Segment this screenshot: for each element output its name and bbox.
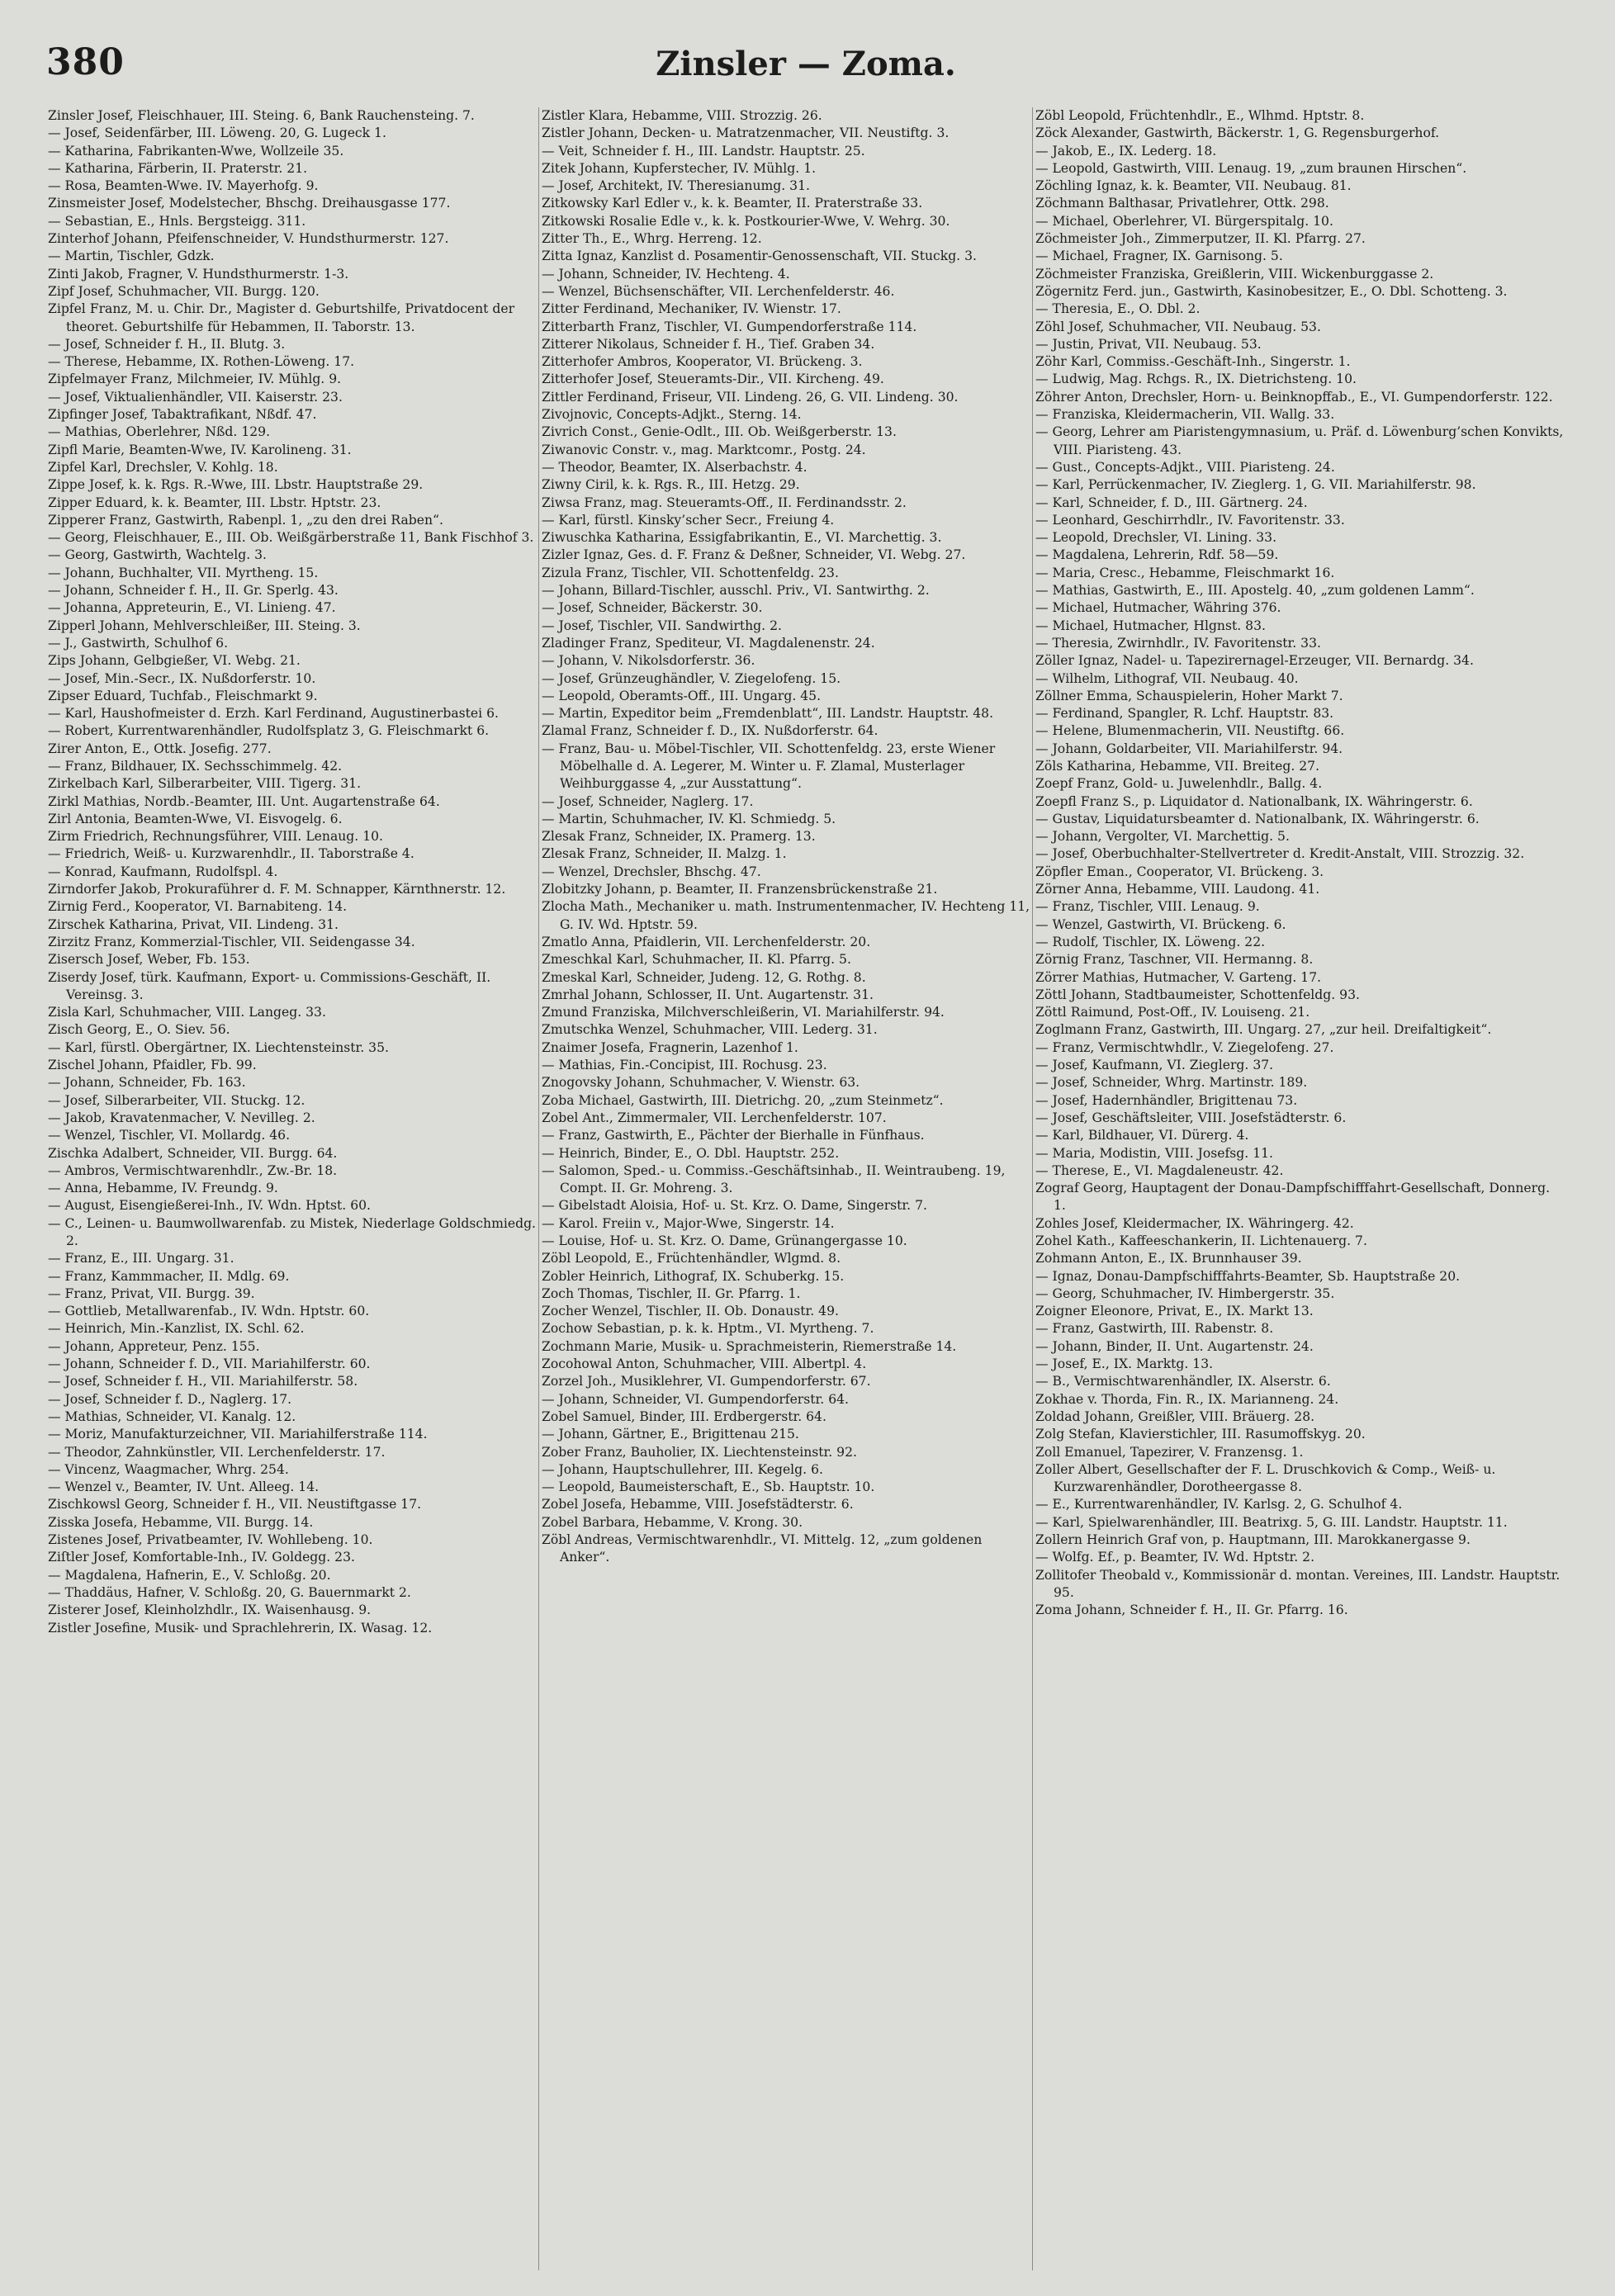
directory-entry: — Magdalena, Hafnerin, E., V. Schloßg. 20. bbox=[48, 1567, 331, 1583]
directory-entry: — Josef, Min.-Secr., IX. Nußdorferstr. 10. bbox=[48, 670, 316, 686]
directory-entry: — Theodor, Beamter, IX. Alserbachstr. 4. bbox=[542, 459, 808, 475]
directory-entry: Zitkowsky Karl Edler v., k. k. Beamter, II. Praterstraße 33. bbox=[542, 196, 923, 211]
directory-entry: — Karol. Freiin v., Major-Wwe, Singerstr. 14. bbox=[542, 1215, 835, 1231]
directory-entry: — Salomon, Sped.- u. Commiss.-Geschäftsinhab., II. Weintraubeng. 19, Compt. II. Gr. Mohreng. 3. bbox=[542, 1162, 1006, 1196]
directory-entry: — J., Gastwirth, Schulhof 6. bbox=[48, 635, 229, 651]
directory-entry: Zöchmeister Franziska, Greißlerin, VIII. Wickenburggasse 2. bbox=[1035, 266, 1434, 282]
directory-entry: Zörner Anna, Hebamme, VIII. Laudong. 41. bbox=[1035, 882, 1320, 897]
directory-entry: — Ignaz, Donau-Dampfschifffahrts-Beamter, Sb. Hauptstraße 20. bbox=[1035, 1268, 1461, 1284]
directory-entry: Zobel Barbara, Hebamme, V. Krong. 30. bbox=[542, 1514, 803, 1530]
directory-entry: — Wenzel, Büchsenschäfter, VII. Lerchenfelderstr. 46. bbox=[542, 283, 895, 299]
directory-entry: Zobler Heinrich, Lithograf, IX. Schuberkg. 15. bbox=[542, 1268, 845, 1284]
directory-entry: — Karl, fürstl. Kinsky’scher Secr., Freiung 4. bbox=[542, 512, 835, 528]
directory-entry: Zöbl Leopold, E., Früchtenhändler, Wlgmd. 8. bbox=[542, 1251, 841, 1266]
directory-entry: — Sebastian, E., Hnls. Bergsteigg. 311. bbox=[48, 213, 306, 229]
directory-entry: — Mathias, Gastwirth, E., III. Apostelg. 40, „zum goldenen Lamm“. bbox=[1035, 583, 1475, 599]
directory-entry: — Mathias, Schneider, VI. Kanalg. 12. bbox=[48, 1408, 296, 1424]
directory-entry: Ziserdy Josef, türk. Kaufmann, Export- u. Commissions-Geschäft, II. Vereinsg. 3. bbox=[48, 969, 491, 1002]
directory-entry: Zörrer Mathias, Hutmacher, V. Garteng. 17. bbox=[1035, 969, 1322, 985]
directory-entry: Zlesak Franz, Schneider, II. Malzg. 1. bbox=[542, 846, 787, 862]
directory-entry: Zöck Alexander, Gastwirth, Bäckerstr. 1, G. Regensburgerhof. bbox=[1035, 125, 1440, 141]
directory-entry: — Johann, Appreteur, Penz. 155. bbox=[48, 1338, 260, 1354]
directory-entry: Zohles Josef, Kleidermacher, IX. Währingerg. 42. bbox=[1035, 1215, 1354, 1231]
directory-entry: Zirnig Ferd., Kooperator, VI. Barnabiteng. 14. bbox=[48, 899, 348, 915]
directory-entry: — Johann, Schneider, IV. Hechteng. 4. bbox=[542, 266, 790, 282]
directory-entry: — Johann, Hauptschullehrer, III. Kegelg. 6. bbox=[542, 1461, 823, 1477]
directory-entry: — August, Eisengießerei-Inh., IV. Wdn. Hptst. 60. bbox=[48, 1198, 372, 1214]
directory-entry: Zipfinger Josef, Tabaktrafikant, Nßdf. 47. bbox=[48, 407, 317, 423]
directory-entry: Zladinger Franz, Spediteur, VI. Magdalenenstr. 24. bbox=[542, 635, 875, 651]
directory-entry: Ziwny Ciril, k. k. Rgs. R., III. Hetzg. 29. bbox=[542, 477, 800, 493]
directory-entry: Zisersch Josef, Weber, Fb. 153. bbox=[48, 952, 250, 968]
page-number: 380 bbox=[46, 41, 125, 83]
directory-entry: — Gust., Concepts-Adjkt., VIII. Piaristeng. 24. bbox=[1035, 459, 1335, 475]
directory-entry: Zipfel Karl, Drechsler, V. Kohlg. 18. bbox=[48, 459, 278, 475]
directory-entry: Zmeschkal Karl, Schuhmacher, II. Kl. Pfarrg. 5. bbox=[542, 952, 851, 968]
directory-entry: — Wenzel v., Beamter, IV. Unt. Alleeg. 14. bbox=[48, 1479, 320, 1495]
directory-entry: — Georg, Lehrer am Piaristengymnasium, u. Präf. d. Löwenburg’schen Konvikts, VIII. Piaristeng. 43. bbox=[1035, 424, 1564, 457]
directory-entry: — Franz, Privat, VII. Burgg. 39. bbox=[48, 1285, 255, 1301]
directory-entry: Znogovsky Johann, Schuhmacher, V. Wienstr. 63. bbox=[542, 1075, 860, 1091]
directory-entry: Zirkelbach Karl, Silberarbeiter, VIII. Tigerg. 31. bbox=[48, 776, 362, 792]
directory-entry: — Jakob, Kravatenmacher, V. Nevilleg. 2. bbox=[48, 1110, 315, 1125]
directory-entry: — Franz, E., III. Ungarg. 31. bbox=[48, 1251, 234, 1266]
directory-entry: Zittler Ferdinand, Friseur, VII. Lindeng. 26, G. VII. Lindeng. 30. bbox=[542, 389, 959, 405]
page-header bbox=[46, 41, 1565, 104]
directory-entry: — Josef, Architekt, IV. Theresianumg. 31. bbox=[542, 178, 810, 194]
directory-entry: — Veit, Schneider f. H., III. Landstr. Hauptstr. 25. bbox=[542, 143, 865, 159]
directory-entry: Zirschek Katharina, Privat, VII. Lindeng. 31. bbox=[48, 916, 339, 932]
directory-entry: — Theodor, Zahnkünstler, VII. Lerchenfelderstr. 17. bbox=[48, 1444, 386, 1460]
directory-entry: Zinsler Josef, Fleischhauer, III. Steing. 6, Bank Rauchensteing. 7. bbox=[48, 108, 475, 123]
directory-entry: — Heinrich, Min.-Kanzlist, IX. Schl. 62. bbox=[48, 1321, 305, 1337]
directory-entry: — Moriz, Manufakturzeichner, VII. Mariahilferstraße 114. bbox=[48, 1427, 428, 1442]
directory-entry: — C., Leinen- u. Baumwollwarenfab. zu Mistek, Niederlage Goldschmiedg. 2. bbox=[48, 1215, 537, 1248]
directory-entry: — Karl, Perrückenmacher, IV. Zieglerg. 1, G. VII. Mariahilferstr. 98. bbox=[1035, 477, 1476, 493]
directory-entry: — Katharina, Färberin, II. Praterstr. 21. bbox=[48, 160, 308, 176]
directory-entry: — Josef, Grünzeughändler, V. Ziegelofeng. 15. bbox=[542, 670, 841, 686]
directory-entry: — Friedrich, Weiß- u. Kurzwarenhdlr., II. Taborstraße 4. bbox=[48, 846, 414, 862]
directory-entry: Zizler Ignaz, Ges. d. F. Franz & Deßner, Schneider, VI. Webg. 27. bbox=[542, 547, 966, 563]
directory-entry: — Johann, Schneider, VI. Gumpendorferstr. 64. bbox=[542, 1391, 849, 1407]
directory-entry: Zochmann Marie, Musik- u. Sprachmeisterin, Riemerstraße 14. bbox=[542, 1338, 957, 1354]
directory-entry: Zisska Josefa, Hebamme, VII. Burgg. 14. bbox=[48, 1514, 314, 1530]
directory-entry: Zöls Katharina, Hebamme, VII. Breiteg. 27. bbox=[1035, 758, 1320, 774]
directory-entry: Zischel Johann, Pfaidler, Fb. 99. bbox=[48, 1058, 257, 1073]
column-rule bbox=[538, 107, 539, 2270]
directory-entry: Ziwanovic Constr. v., mag. Marktcomr., Postg. 24. bbox=[542, 442, 866, 457]
directory-entry: Zmrhal Johann, Schlosser, II. Unt. Augartenstr. 31. bbox=[542, 987, 874, 1002]
directory-entry: — Mathias, Fin.-Concipist, III. Rochusg. 23. bbox=[542, 1058, 827, 1073]
directory-column-2 bbox=[542, 107, 1030, 2270]
directory-column-3 bbox=[1035, 107, 1564, 2270]
directory-entry: — Johann, Vergolter, VI. Marchettig. 5. bbox=[1035, 829, 1290, 845]
directory-entry: Zipper Eduard, k. k. Beamter, III. Lbstr. Hptstr. 23. bbox=[48, 495, 381, 510]
directory-entry: Ziwsa Franz, mag. Steueramts-Off., II. Ferdinandsstr. 2. bbox=[542, 495, 907, 510]
directory-entry: Zochow Sebastian, p. k. k. Hptm., VI. Myrtheng. 7. bbox=[542, 1321, 874, 1337]
directory-entry: Zitek Johann, Kupferstecher, IV. Mühlg. 1. bbox=[542, 160, 817, 176]
directory-entry: — Michael, Fragner, IX. Garnisong. 5. bbox=[1035, 249, 1283, 264]
directory-entry: — Johann, Goldarbeiter, VII. Mariahilferstr. 94. bbox=[1035, 741, 1343, 756]
directory-entry: Zoller Albert, Gesellschafter der F. L. Druschkovich & Comp., Weiß- u. Kurzwarenhändler, Dorotheergasse 8. bbox=[1035, 1461, 1496, 1495]
directory-entry: Zirl Antonia, Beamten-Wwe, VI. Eisvogelg. 6. bbox=[48, 811, 343, 826]
directory-entry: Zöbl Andreas, Vermischtwarenhdlr., VI. Mittelg. 12, „zum goldenen Anker“. bbox=[542, 1532, 983, 1565]
directory-entry: Zipfel Franz, M. u. Chir. Dr., Magister d. Geburtshilfe, Privatdocent der theoret. Geburtshilfe für Hebammen, II. Taborstr. 13. bbox=[48, 301, 515, 334]
directory-entry: — Katharina, Fabrikanten-Wwe, Wollzeile 35. bbox=[48, 143, 344, 159]
directory-entry: — Johann, V. Nikolsdorferstr. 36. bbox=[542, 653, 755, 669]
directory-entry: — Martin, Tischler, Gdzk. bbox=[48, 249, 215, 264]
directory-entry: Zokhae v. Thorda, Fin. R., IX. Marianneng. 24. bbox=[1035, 1391, 1339, 1407]
directory-entry: — Karl, Schneider, f. D., III. Gärtnerg. 24. bbox=[1035, 495, 1308, 510]
directory-entry: — Konrad, Kaufmann, Rudolfspl. 4. bbox=[48, 864, 278, 879]
directory-entry: Zöchmeister Joh., Zimmerputzer, II. Kl. Pfarrg. 27. bbox=[1035, 231, 1366, 247]
directory-entry: Zinsmeister Josef, Modelstecher, Bhschg. Dreihausgasse 177. bbox=[48, 196, 451, 211]
directory-entry: — Michael, Oberlehrer, VI. Bürgerspitalg. 10. bbox=[1035, 213, 1333, 229]
directory-entry: Zirkl Mathias, Nordb.-Beamter, III. Unt. Augartenstraße 64. bbox=[48, 793, 440, 809]
directory-entry: — Gustav, Liquidatursbeamter d. Nationalbank, IX. Währingerstr. 6. bbox=[1035, 811, 1480, 826]
directory-entry: — Therese, Hebamme, IX. Rothen-Löweng. 17. bbox=[48, 354, 355, 370]
directory-entry: — Leopold, Baumeisterschaft, E., Sb. Hauptstr. 10. bbox=[542, 1479, 875, 1495]
directory-entry: — Josef, Schneider f. H., II. Blutg. 3. bbox=[48, 336, 286, 352]
directory-entry: Ziwuschka Katharina, Essigfabrikantin, E., VI. Marchettig. 3. bbox=[542, 530, 942, 546]
directory-entry: — Georg, Fleischhauer, E., III. Ob. Weißgärberstraße 11, Bank Fischhof 3. bbox=[48, 530, 534, 546]
directory-column-1 bbox=[48, 107, 537, 2270]
directory-entry: Zipf Josef, Schuhmacher, VII. Burgg. 120. bbox=[48, 283, 320, 299]
directory-entry: — B., Vermischtwarenhändler, IX. Alserstr. 6. bbox=[1035, 1374, 1331, 1389]
directory-entry: — Maria, Modistin, VIII. Josefsg. 11. bbox=[1035, 1145, 1273, 1161]
directory-entry: Zischka Adalbert, Schneider, VII. Burgg. 64. bbox=[48, 1145, 338, 1161]
directory-entry: — Josef, Geschäftsleiter, VIII. Josefstädterstr. 6. bbox=[1035, 1110, 1347, 1125]
directory-entry: — Josef, Kaufmann, VI. Zieglerg. 37. bbox=[1035, 1058, 1274, 1073]
directory-entry: Zirer Anton, E., Ottk. Josefig. 277. bbox=[48, 741, 272, 756]
directory-entry: — Mathias, Oberlehrer, Nßd. 129. bbox=[48, 424, 271, 440]
directory-entry: — Justin, Privat, VII. Neubaug. 53. bbox=[1035, 336, 1262, 352]
directory-entry: Zipperer Franz, Gastwirth, Rabenpl. 1, „zu den drei Raben“. bbox=[48, 512, 443, 528]
directory-entry: Zohel Kath., Kaffeeschankerin, II. Lichtenauerg. 7. bbox=[1035, 1233, 1367, 1248]
directory-entry: Zmund Franziska, Milchverschleißerin, VI. Mariahilferstr. 94. bbox=[542, 1005, 945, 1020]
directory-entry: — Franz, Bildhauer, IX. Sechsschimmelg. 42. bbox=[48, 758, 343, 774]
directory-entry: — Karl, Spielwarenhändler, III. Beatrixg. 5, G. III. Landstr. Hauptstr. 11. bbox=[1035, 1514, 1508, 1530]
directory-entry: Zlesak Franz, Schneider, IX. Pramerg. 13. bbox=[542, 829, 816, 845]
directory-entry: — Thaddäus, Hafner, V. Schloßg. 20, G. Bauernmarkt 2. bbox=[48, 1584, 411, 1600]
directory-entry: Zobel Josefa, Hebamme, VIII. Josefstädterstr. 6. bbox=[542, 1497, 854, 1513]
directory-entry: — Josef, Schneider f. D., Naglerg. 17. bbox=[48, 1391, 292, 1407]
directory-entry: — Georg, Schuhmacher, IV. Himbergerstr. 35. bbox=[1035, 1285, 1335, 1301]
directory-entry: Zistler Josefine, Musik- und Sprachlehrerin, IX. Wasag. 12. bbox=[48, 1620, 433, 1636]
directory-entry: Zisch Georg, E., O. Siev. 56. bbox=[48, 1022, 230, 1038]
directory-entry: — Franz, Gastwirth, III. Rabenstr. 8. bbox=[1035, 1321, 1274, 1337]
directory-entry: — Ambros, Vermischtwarenhdlr., Zw.-Br. 18. bbox=[48, 1162, 338, 1178]
directory-entry: Zipperl Johann, Mehlverschleißer, III. Steing. 3. bbox=[48, 618, 361, 633]
directory-entry: Zöbl Leopold, Früchtenhdlr., E., Wlhmd. Hptstr. 8. bbox=[1035, 108, 1365, 123]
directory-entry: Zoepfl Franz S., p. Liquidator d. Nationalbank, IX. Währingerstr. 6. bbox=[1035, 793, 1473, 809]
directory-entry: — Heinrich, Binder, E., O. Dbl. Hauptstr. 252. bbox=[542, 1145, 840, 1161]
directory-entry: — Therese, E., VI. Magdaleneustr. 42. bbox=[1035, 1162, 1284, 1178]
directory-entry: — Wolfg. Ef., p. Beamter, IV. Wd. Hptstr. 2. bbox=[1035, 1550, 1315, 1565]
directory-entry: — Josef, Seidenfärber, III. Löweng. 20, G. Lugeck 1. bbox=[48, 125, 386, 141]
directory-entry: Zivojnovic, Concepts-Adjkt., Sterng. 14. bbox=[542, 407, 802, 423]
directory-entry: — Theresia, Zwirnhdlr., IV. Favoritenstr. 33. bbox=[1035, 635, 1321, 651]
directory-entry: — Ludwig, Mag. Rchgs. R., IX. Dietrichsteng. 10. bbox=[1035, 372, 1357, 387]
directory-entry: Zöhrer Anton, Drechsler, Horn- u. Beinknopffab., E., VI. Gumpendorferstr. 122. bbox=[1035, 389, 1553, 405]
directory-entry: Zisla Karl, Schuhmacher, VIII. Langeg. 33. bbox=[48, 1005, 326, 1020]
directory-entry: — Josef, Schneider, Naglerg. 17. bbox=[542, 793, 754, 809]
directory-entry: Zöhr Karl, Commiss.-Geschäft-Inh., Singerstr. 1. bbox=[1035, 354, 1351, 370]
directory-entry: Zitterhofer Josef, Steueramts-Dir., VII. Kircheng. 49. bbox=[542, 372, 884, 387]
directory-entry: Zöttl Raimund, Post-Off., IV. Louiseng. 21. bbox=[1035, 1005, 1310, 1020]
directory-entry: Zipfl Marie, Beamten-Wwe, IV. Karolineng. 31. bbox=[48, 442, 352, 457]
directory-entry: Zoepf Franz, Gold- u. Juwelenhdlr., Ballg. 4. bbox=[1035, 776, 1323, 792]
directory-entry: Zirm Friedrich, Rechnungsführer, VIII. Lenaug. 10. bbox=[48, 829, 383, 845]
directory-entry: — Wenzel, Gastwirth, VI. Brückeng. 6. bbox=[1035, 916, 1286, 932]
directory-entry: — Josef, E., IX. Marktg. 13. bbox=[1035, 1356, 1214, 1372]
directory-entry: Zoldad Johann, Greißler, VIII. Bräuerg. 28. bbox=[1035, 1408, 1315, 1424]
directory-entry: Zitta Ignaz, Kanzlist d. Posamentir-Genossenschaft, VII. Stuckg. 3. bbox=[542, 249, 977, 264]
running-head: Zinsler — Zoma. bbox=[656, 45, 956, 83]
directory-entry: — Wilhelm, Lithograf, VII. Neubaug. 40. bbox=[1035, 670, 1299, 686]
directory-entry: Zivrich Const., Genie-Odlt., III. Ob. Weißgerberstr. 13. bbox=[542, 424, 897, 440]
directory-entry: Zitter Th., E., Whrg. Herreng. 12. bbox=[542, 231, 762, 247]
directory-entry: Zitterbarth Franz, Tischler, VI. Gumpendorferstraße 114. bbox=[542, 319, 917, 334]
directory-entry: — Jakob, E., IX. Lederg. 18. bbox=[1035, 143, 1217, 159]
directory-entry: — Martin, Schuhmacher, IV. Kl. Schmiedg. 5. bbox=[542, 811, 836, 826]
directory-entry: — Franz, Gastwirth, E., Pächter der Bierhalle in Fünfhaus. bbox=[542, 1128, 925, 1143]
directory-entry: — Franz, Kammmacher, II. Mdlg. 69. bbox=[48, 1268, 290, 1284]
directory-entry: Zippe Josef, k. k. Rgs. R.-Wwe, III. Lbstr. Hauptstraße 29. bbox=[48, 477, 424, 493]
directory-entry: — Johann, Buchhalter, VII. Myrtheng. 15. bbox=[48, 565, 319, 580]
directory-entry: — Michael, Hutmacher, Währing 376. bbox=[1035, 600, 1281, 616]
directory-entry: — Johann, Binder, II. Unt. Augartenstr. 24. bbox=[1035, 1338, 1314, 1354]
directory-entry: — Johann, Schneider, Fb. 163. bbox=[48, 1075, 246, 1091]
directory-entry: Zistenes Josef, Privatbeamter, IV. Wohllebeng. 10. bbox=[48, 1532, 373, 1548]
directory-entry: Zips Johann, Gelbgießer, VI. Webg. 21. bbox=[48, 653, 301, 669]
directory-entry: Zistler Klara, Hebamme, VIII. Strozzig. 26. bbox=[542, 108, 822, 123]
directory-entry: — Johann, Schneider f. H., II. Gr. Sperlg. 43. bbox=[48, 583, 339, 599]
directory-entry: — Georg, Gastwirth, Wachtelg. 3. bbox=[48, 547, 268, 563]
directory-entry: — Franz, Vermischtwhdlr., V. Ziegelofeng. 27. bbox=[1035, 1039, 1334, 1055]
directory-entry: Zoglmann Franz, Gastwirth, III. Ungarg. 27, „zur heil. Dreifaltigkeit“. bbox=[1035, 1022, 1492, 1038]
directory-entry: — Robert, Kurrentwarenhändler, Rudolfsplatz 3, G. Fleischmarkt 6. bbox=[48, 723, 490, 739]
directory-entry: — Anna, Hebamme, IV. Freundg. 9. bbox=[48, 1181, 278, 1196]
directory-entry: Zlobitzky Johann, p. Beamter, II. Franzensbrückenstraße 21. bbox=[542, 882, 938, 897]
directory-entry: Zmutschka Wenzel, Schuhmacher, VIII. Lederg. 31. bbox=[542, 1022, 878, 1038]
directory-entry: Zögernitz Ferd. jun., Gastwirth, Kasinobesitzer, E., O. Dbl. Schotteng. 3. bbox=[1035, 283, 1508, 299]
directory-entry: Zobel Ant., Zimmermaler, VII. Lerchenfelderstr. 107. bbox=[542, 1110, 887, 1125]
directory-entry: — Rudolf, Tischler, IX. Löweng. 22. bbox=[1035, 934, 1266, 949]
directory-entry: — Johann, Schneider f. D., VII. Mariahilferstr. 60. bbox=[48, 1356, 371, 1372]
directory-entry: Zitterhofer Ambros, Kooperator, VI. Brückeng. 3. bbox=[542, 354, 863, 370]
column-rule bbox=[1032, 107, 1033, 2270]
directory-entry: — Josef, Viktualienhändler, VII. Kaiserstr. 23. bbox=[48, 389, 343, 405]
directory-entry: Zirndorfer Jakob, Prokuraführer d. F. M. Schnapper, Kärnthnerstr. 12. bbox=[48, 882, 506, 897]
directory-entry: Zitkowski Rosalie Edle v., k. k. Postkourier-Wwe, V. Wehrg. 30. bbox=[542, 213, 950, 229]
directory-entry: — Franz, Bau- u. Möbel-Tischler, VII. Schottenfeldg. 23, erste Wiener Möbelhalle d. A. Legerer, M. Winter u. F. Zlamal, Musterlager Weihburggasse 4, „zur Ausstattung“. bbox=[542, 741, 996, 792]
directory-entry: — Magdalena, Lehrerin, Rdf. 58—59. bbox=[1035, 547, 1279, 563]
directory-entry: — Josef, Hadernhändler, Brigittenau 73. bbox=[1035, 1092, 1298, 1108]
directory-entry: Zipser Eduard, Tuchfab., Fleischmarkt 9. bbox=[48, 688, 318, 703]
directory-entry: — Maria, Cresc., Hebamme, Fleischmarkt 16. bbox=[1035, 565, 1335, 580]
directory-entry: — Leonhard, Geschirrhdlr., IV. Favoritenstr. 33. bbox=[1035, 512, 1345, 528]
directory-entry: — Martin, Expeditor beim „Fremdenblatt“, III. Landstr. Hauptstr. 48. bbox=[542, 706, 994, 722]
directory-entry: Zoigner Eleonore, Privat, E., IX. Markt 13. bbox=[1035, 1304, 1314, 1319]
directory-entry: Zöller Ignaz, Nadel- u. Tapezirernagel-Erzeuger, VII. Bernardg. 34. bbox=[1035, 653, 1474, 669]
directory-entry: — Ferdinand, Spangler, R. Lchf. Hauptstr. 83. bbox=[1035, 706, 1334, 722]
directory-entry: — Wenzel, Tischler, VI. Mollardg. 46. bbox=[48, 1128, 291, 1143]
directory-entry: — Josef, Schneider, Bäckerstr. 30. bbox=[542, 600, 763, 616]
directory-entry: Znaimer Josefa, Fragnerin, Lazenhof 1. bbox=[542, 1039, 798, 1055]
directory-entry: Zöllner Emma, Schauspielerin, Hoher Markt 7. bbox=[1035, 688, 1343, 703]
directory-entry: Zmatlo Anna, Pfaidlerin, VII. Lerchenfelderstr. 20. bbox=[542, 934, 871, 949]
directory-entry: — Theresia, E., O. Dbl. 2. bbox=[1035, 301, 1201, 317]
directory-entry: Zobel Samuel, Binder, III. Erdbergerstr. 64. bbox=[542, 1408, 826, 1424]
directory-entry: — Josef, Schneider, Whrg. Martinstr. 189. bbox=[1035, 1075, 1308, 1091]
directory-entry: Zizula Franz, Tischler, VII. Schottenfeldg. 23. bbox=[542, 565, 839, 580]
directory-entry: — Franz, Tischler, VIII. Lenaug. 9. bbox=[1035, 899, 1260, 915]
directory-entry: Zistler Johann, Decken- u. Matratzenmacher, VII. Neustiftg. 3. bbox=[542, 125, 950, 141]
directory-entry: Zoma Johann, Schneider f. H., II. Gr. Pfarrg. 16. bbox=[1035, 1602, 1348, 1618]
directory-entry: Zitter Ferdinand, Mechaniker, IV. Wienstr. 17. bbox=[542, 301, 841, 317]
directory-entry: Zograf Georg, Hauptagent der Donau-Dampfschifffahrt-Gesellschaft, Donnerg. 1. bbox=[1035, 1181, 1551, 1214]
directory-entry: — Josef, Tischler, VII. Sandwirthg. 2. bbox=[542, 618, 782, 633]
directory-entry: — Leopold, Drechsler, VI. Lining. 33. bbox=[1035, 530, 1277, 546]
directory-entry: — E., Kurrentwarenhändler, IV. Karlsg. 2, G. Schulhof 4. bbox=[1035, 1497, 1403, 1513]
directory-entry: — Michael, Hutmacher, Hlgnst. 83. bbox=[1035, 618, 1266, 633]
directory-entry: — Karl, Bildhauer, VI. Dürerg. 4. bbox=[1035, 1128, 1249, 1143]
directory-entry: — Johann, Gärtner, E., Brigittenau 215. bbox=[542, 1427, 799, 1442]
directory-entry: — Josef, Silberarbeiter, VII. Stuckg. 12. bbox=[48, 1092, 305, 1108]
directory-entry: — Leopold, Gastwirth, VIII. Lenaug. 19, „zum braunen Hirschen“. bbox=[1035, 160, 1467, 176]
directory-entry: — Johann, Billard-Tischler, ausschl. Priv., VI. Santwirthg. 2. bbox=[542, 583, 930, 599]
directory-entry: Ziſtler Josef, Komfortable-Inh., IV. Goldegg. 23. bbox=[48, 1550, 355, 1565]
directory-entry: Zitterer Nikolaus, Schneider f. H., Tief. Graben 34. bbox=[542, 336, 875, 352]
directory-entry: Zöhl Josef, Schuhmacher, VII. Neubaug. 53. bbox=[1035, 319, 1321, 334]
directory-entry: — Josef, Oberbuchhalter-Stellvertreter d. Kredit-Anstalt, VIII. Strozzig. 32. bbox=[1035, 846, 1525, 862]
directory-entry: Zöttl Johann, Stadtbaumeister, Schottenfeldg. 93. bbox=[1035, 987, 1360, 1002]
directory-entry: Zorzel Joh., Musiklehrer, VI. Gumpendorferstr. 67. bbox=[542, 1374, 871, 1389]
directory-entry: — Karl, Haushofmeister d. Erzh. Karl Ferdinand, Augustinerbastei 6. bbox=[48, 706, 499, 722]
directory-entry: — Rosa, Beamten-Wwe. IV. Mayerhofg. 9. bbox=[48, 178, 319, 194]
directory-entry: Zohmann Anton, E., IX. Brunnhauser 39. bbox=[1035, 1251, 1302, 1266]
directory-entry: — Gottlieb, Metallwarenfab., IV. Wdn. Hptstr. 60. bbox=[48, 1304, 370, 1319]
directory-entry: Zlamal Franz, Schneider f. D., IX. Nußdorferstr. 64. bbox=[542, 723, 879, 739]
directory-entry: — Gibelstadt Aloisia, Hof- u. St. Krz. O. Dame, Singerstr. 7. bbox=[542, 1198, 927, 1214]
directory-entry: Zöchmann Balthasar, Privatlehrer, Ottk. 298. bbox=[1035, 196, 1329, 211]
directory-entry: Zischkowsl Georg, Schneider f. H., VII. Neustiftgasse 17. bbox=[48, 1497, 422, 1513]
directory-entry: — Helene, Blumenmacherin, VII. Neustiftg. 66. bbox=[1035, 723, 1345, 739]
directory-entry: — Leopold, Oberamts-Off., III. Ungarg. 45. bbox=[542, 688, 822, 703]
directory-entry: Zoba Michael, Gastwirth, III. Dietrichg. 20, „zum Steinmetz“. bbox=[542, 1092, 944, 1108]
directory-entry: Zirzitz Franz, Kommerzial-Tischler, VII. Seidengasse 34. bbox=[48, 934, 415, 949]
directory-entry: — Vincenz, Waagmacher, Whrg. 254. bbox=[48, 1461, 289, 1477]
directory-entry: Zinterhof Johann, Pfeifenschneider, V. Hundsthurmerstr. 127. bbox=[48, 231, 449, 247]
directory-entry: Zmeskal Karl, Schneider, Judeng. 12, G. Rothg. 8. bbox=[542, 969, 866, 985]
directory-entry: — Johanna, Appreteurin, E., VI. Linieng. 47. bbox=[48, 600, 336, 616]
directory-entry: Zisterer Josef, Kleinholzhdlr., IX. Waisenhausg. 9. bbox=[48, 1602, 372, 1618]
directory-entry: Zinti Jakob, Fragner, V. Hundsthurmerstr. 1-3. bbox=[48, 266, 349, 282]
directory-entry: Zörnig Franz, Taschner, VII. Hermanng. 8. bbox=[1035, 952, 1314, 968]
directory-entry: Zlocha Math., Mechaniker u. math. Instrumentenmacher, IV. Hechteng 11, G. IV. Wd. Hptstr. 59. bbox=[542, 899, 1030, 932]
directory-entry: Zöchling Ignaz, k. k. Beamter, VII. Neubaug. 81. bbox=[1035, 178, 1352, 194]
directory-entry: Zocohowal Anton, Schuhmacher, VIII. Albertpl. 4. bbox=[542, 1356, 867, 1372]
directory-entry: Zocher Wenzel, Tischler, II. Ob. Donaustr. 49. bbox=[542, 1304, 839, 1319]
directory-entry: — Josef, Schneider f. H., VII. Mariahilferstr. 58. bbox=[48, 1374, 358, 1389]
directory-entry: — Franziska, Kleidermacherin, VII. Wallg. 33. bbox=[1035, 407, 1335, 423]
directory-entry: Zöpfler Eman., Cooperator, VI. Brückeng. 3. bbox=[1035, 864, 1324, 879]
directory-entry: — Wenzel, Drechsler, Bhschg. 47. bbox=[542, 864, 761, 879]
directory-entry: Zollitofer Theobald v., Kommissionär d. montan. Vereines, III. Landstr. Hauptstr. 95. bbox=[1035, 1567, 1561, 1600]
directory-entry: — Karl, fürstl. Obergärtner, IX. Liechtensteinstr. 35. bbox=[48, 1039, 389, 1055]
directory-entry: Zollern Heinrich Graf von, p. Hauptmann, III. Marokkanergasse 9. bbox=[1035, 1532, 1471, 1548]
directory-entry: Zolg Stefan, Klavierstichler, III. Rasumoffskyg. 20. bbox=[1035, 1427, 1366, 1442]
directory-entry: Zober Franz, Bauholier, IX. Liechtensteinstr. 92. bbox=[542, 1444, 857, 1460]
directory-entry: Zipfelmayer Franz, Milchmeier, IV. Mühlg. 9. bbox=[48, 372, 342, 387]
directory-entry: Zoch Thomas, Tischler, II. Gr. Pfarrg. 1. bbox=[542, 1285, 801, 1301]
directory-entry: Zoll Emanuel, Tapezirer, V. Franzensg. 1. bbox=[1035, 1444, 1304, 1460]
directory-entry: — Louise, Hof- u. St. Krz. O. Dame, Grünangergasse 10. bbox=[542, 1233, 907, 1248]
